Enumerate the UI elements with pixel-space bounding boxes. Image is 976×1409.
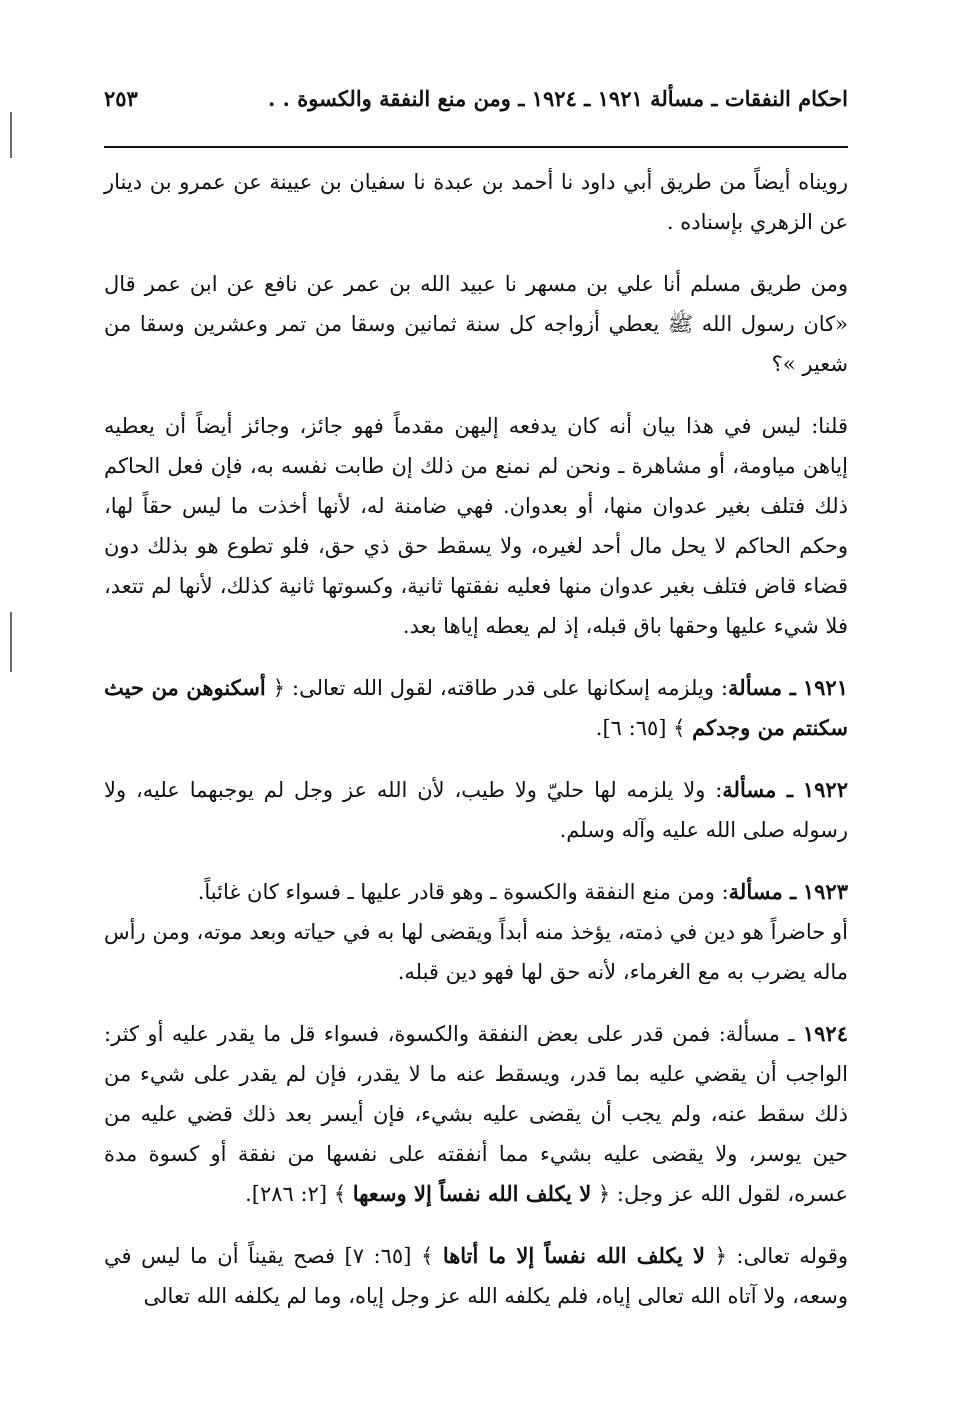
issue-number: ١٩٢٤ xyxy=(802,1021,848,1046)
issue-text: : ويلزمه إسكانها على قدر طاقته، لقول الله تعالى: xyxy=(292,676,729,700)
closing-text: فصح يقيناً أن ما ليس في وسعه، ولا آتاه الله تعالى إياه، فلم يكلفه الله عز وجل إياه، وما لم يكلفه الله تعالى xyxy=(104,1244,848,1308)
issue-1924 xyxy=(104,1014,848,1214)
page-edge-mark-middle xyxy=(10,612,12,672)
issue-label: ـ مسألة xyxy=(728,675,796,700)
header-rule xyxy=(104,146,848,148)
page-edge-mark-top xyxy=(10,112,12,158)
quran-close-brace: ﴾ xyxy=(673,716,686,740)
paragraph-narration-abu-dawud: رويناه أيضاً من طريق أبي داود نا أحمد بن عبدة نا سفيان بن عيينة عن عمرو بن دينار عن الزهري بإسناده . xyxy=(104,170,848,234)
issue-1923 xyxy=(104,872,848,992)
issue-1923-line xyxy=(104,872,848,912)
issue-number: ١٩٢٣ xyxy=(802,879,848,904)
issue-label: ـ مسألة xyxy=(722,777,793,802)
issue-text: : فمن قدر على بعض النفقة والكسوة، فسواء قل ما يقدر عليه أو كثر: الواجب أن يقضي عليه بما قدر، ويسقط عنه ما لا يقدر، فإن لم يقدر على شيء من ذلك سقط عنه، ولم يجب أن يقضى عليه بشيء، فإن أيسر بعد ذلك قضي عليه من حين يوسر، ولا يقضى عليه بشيء مما أنفقته على نفسها من نفقة أو كسوة مدة عسره، لقول الله عز وجل: xyxy=(104,1022,848,1206)
quran-close-brace: ﴾ xyxy=(420,1244,434,1268)
paragraph-narration-muslim: ومن طريق مسلم أنا علي بن مسهر نا عبيد الله بن عمر عن نافع عن ابن عمر قال «كان رسول الله ﷺ يعطي أزواجه كل سنة ثمانين وسقا من تمر وعشرين وسقا من شعير »؟ xyxy=(104,272,848,376)
verse-reference: [٦٥: ٧] xyxy=(344,1244,412,1268)
quran-open-brace: ﴿ xyxy=(597,1182,611,1206)
issue-1922 xyxy=(104,770,848,850)
quran-open-brace: ﴿ xyxy=(272,676,286,700)
issue-number: ١٩٢١ xyxy=(802,675,848,700)
quran-verse: أسكنوهن من حيث سكنتم من وجدكم xyxy=(104,675,848,740)
running-title: احكام النفقات ـ مسألة ١٩٢١ ـ ١٩٢٤ ـ ومن منع النفقة والكسوة . . xyxy=(268,86,848,111)
paragraph-response: قلنا: ليس في هذا بيان أنه كان يدفعه إليهن مقدماً فهو جائز، وجائز أيضاً أن يعطيه إياهن مياومة، أو مشاهرة ـ ونحن لم نمنع من ذلك إن طابت نفسه به، فإن فعل الحاكم ذلك فتلف بغير عدوان منها، أو بعدوان. فهي ضامنة له، لأنها أخذت ما ليس حقاً لها، وحكم الحاكم لا يحل مال أحد لغيره، ولا يسقط حق ذي حق، فلو تطوع هو بذلك دون قضاء قاض فتلف بغير عدوان منها فعليه نفقتها ثانية، وكسوتها ثانية كذلك، لأنها لم تتعد، فلا شيء عليها وحقها باق قبله، إذ لم يعطه إياها بعد. xyxy=(104,414,848,638)
issue-label: ـ مسألة xyxy=(725,1022,795,1046)
verse-reference: [٦٥: ٦]. xyxy=(595,716,667,740)
issue-1921 xyxy=(104,668,848,748)
quran-open-brace: ﴿ xyxy=(714,1244,727,1268)
issue-1923-continuation: أو حاضراً هو دين في ذمته، يؤخذ منه أبداً ويقضى لها به في حياته وبعد موته، ومن رأس ماله يضرب به مع الغرماء، لأنه حق لها فهو دين قبله. xyxy=(104,920,848,984)
page-header xyxy=(104,82,848,124)
closing-lead: وقوله تعالى: xyxy=(736,1244,848,1268)
quran-verse: لا يكلف الله نفساً إلا ما أتاها xyxy=(442,1243,706,1268)
body-text xyxy=(104,162,848,1338)
quran-close-brace: ﴾ xyxy=(333,1182,347,1206)
quran-verse: لا يكلف الله نفساً إلا وسعها xyxy=(352,1181,592,1206)
issue-number: ١٩٢٢ xyxy=(802,777,848,802)
page-number: ٢٥٣ xyxy=(104,86,138,111)
issue-text: : ومن منع النفقة والكسوة ـ وهو قادر عليها ـ فسواء كان غائباً. xyxy=(197,880,729,904)
verse-reference: [٢: ٢٨٦]. xyxy=(245,1182,328,1206)
closing-paragraph xyxy=(104,1236,848,1316)
issue-label: ـ مسألة xyxy=(728,879,797,904)
issue-text: : ولا يلزمه لها حليّ ولا طيب، لأن الله عز وجل لم يوجبهما عليه، ولا رسوله صلى الله عليه وآله وسلم. xyxy=(104,778,848,842)
